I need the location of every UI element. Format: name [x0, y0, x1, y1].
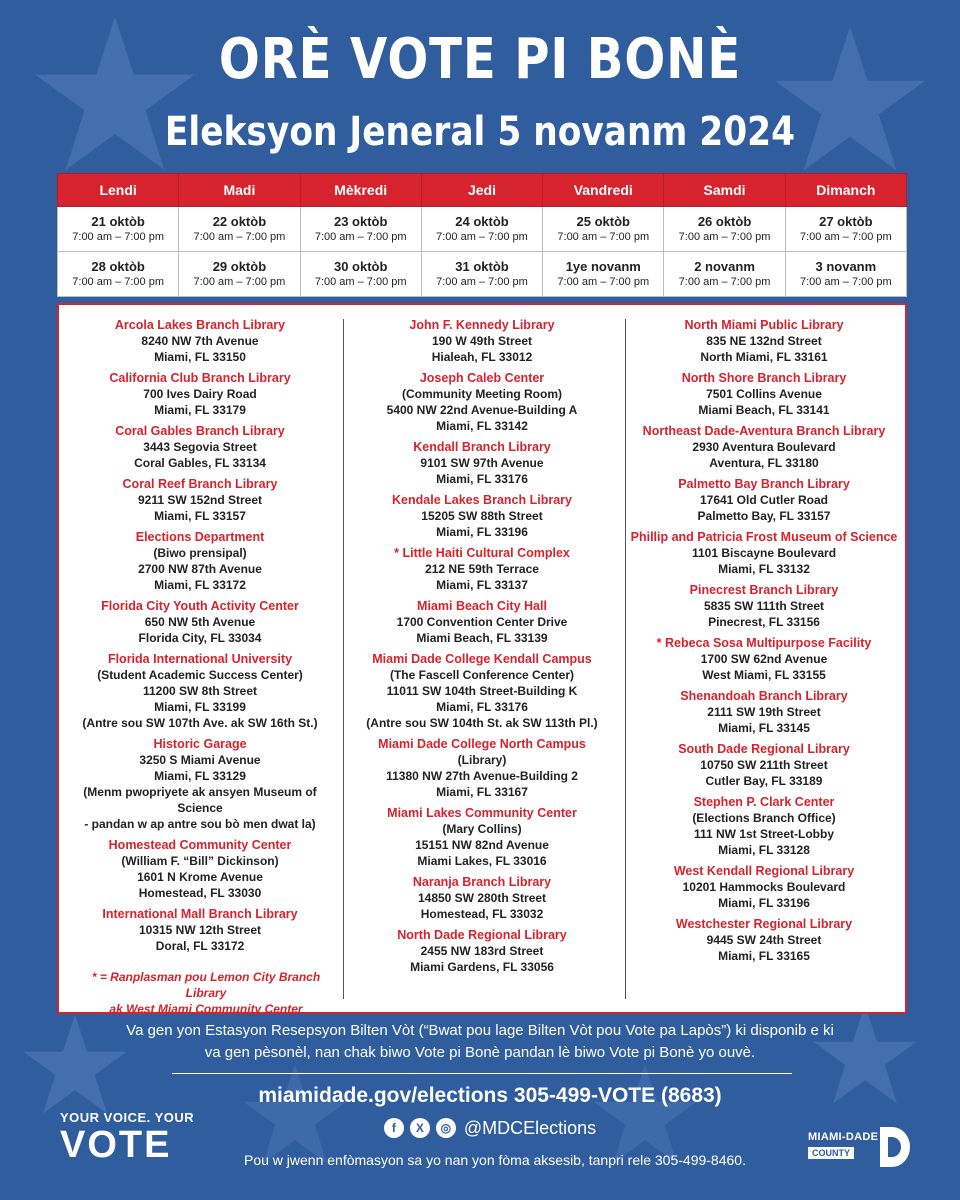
cell-date: 26 oktòb	[697, 214, 752, 229]
location-name: Arcola Lakes Branch Library	[114, 318, 286, 332]
location-address-line: (Community Meeting Room)	[402, 387, 562, 401]
your-vote-logo	[60, 1110, 210, 1165]
location-address-line: 15205 SW 88th Street	[421, 509, 543, 523]
location-entry	[623, 317, 905, 365]
location-address-line: Miami, FL 33128	[718, 843, 810, 857]
location-entry	[341, 874, 623, 922]
location-address-line: 8240 NW 7th Avenue	[141, 334, 259, 348]
county-logo-line: COUNTY	[808, 1147, 854, 1159]
location-address-line: Miami, FL 33145	[718, 721, 810, 735]
schedule-cell	[58, 207, 179, 252]
location-name: Palmetto Bay Branch Library	[678, 477, 850, 491]
location-name: Miami Beach City Hall	[417, 599, 547, 613]
day-header: Vandredi	[543, 174, 664, 207]
location-address-line: (William F. “Bill” Dickinson)	[121, 854, 279, 868]
location-entry	[59, 598, 341, 646]
location-address-line: 111 NW 1st Street-Lobby	[693, 827, 835, 841]
location-address-line: Miami, FL 33196	[718, 896, 810, 910]
cell-hours: 7:00 am – 7:00 pm	[678, 231, 771, 243]
schedule-cell	[421, 252, 542, 297]
location-entry	[623, 688, 905, 736]
location-address-line: Miami, FL 33176	[436, 700, 528, 714]
schedule-header-row	[58, 174, 907, 207]
location-address-line: 15151 NW 82nd Avenue	[415, 838, 549, 852]
instagram-icon[interactable]: ◎	[436, 1118, 456, 1138]
location-address-line: West Miami, FL 33155	[702, 668, 826, 682]
x-twitter-icon[interactable]: X	[410, 1118, 430, 1138]
location-address-line: Miami, FL 33196	[436, 525, 528, 539]
location-address-line: 3443 Segovia Street	[143, 440, 257, 454]
footer-divider	[172, 1073, 792, 1074]
location-name: * Little Haiti Cultural Complex	[394, 546, 570, 560]
cell-hours: 7:00 am – 7:00 pm	[678, 276, 771, 288]
cell-date: 29 oktòb	[212, 259, 267, 274]
location-address-line: Homestead, FL 33032	[420, 907, 544, 921]
location-name: North Dade Regional Library	[397, 928, 567, 942]
location-address-line: 2930 Aventura Boulevard	[692, 440, 836, 454]
location-entry	[623, 916, 905, 964]
facebook-icon[interactable]: f	[384, 1118, 404, 1138]
cell-date: 1ye novanm	[565, 259, 641, 274]
locations-column-3	[623, 317, 905, 969]
location-address-line: Miami, FL 33176	[436, 472, 528, 486]
location-entry	[623, 370, 905, 418]
location-address-line: Homestead, FL 33030	[138, 886, 262, 900]
cell-hours: 7:00 am – 7:00 pm	[557, 231, 650, 243]
location-name: Miami Dade College North Campus	[378, 737, 586, 751]
location-entry	[59, 837, 341, 901]
location-address-line: 700 Ives Dairy Road	[143, 387, 257, 401]
location-entry	[59, 736, 341, 832]
cell-hours: 7:00 am – 7:00 pm	[193, 276, 286, 288]
location-name: North Miami Public Library	[684, 318, 844, 332]
location-address-line: 1700 Convention Center Drive	[396, 615, 568, 629]
location-entry	[341, 805, 623, 869]
schedule-cell	[58, 252, 179, 297]
elections-url-phone[interactable]: miamidade.gov/elections 305-499-VOTE (8683)	[258, 1084, 722, 1107]
location-address-line: 1101 Biscayne Boulevard	[691, 546, 837, 560]
day-header: Madi	[179, 174, 300, 207]
cell-hours: 7:00 am – 7:00 pm	[436, 231, 528, 243]
cell-hours: 7:00 am – 7:00 pm	[799, 276, 892, 288]
location-entry	[623, 794, 905, 858]
location-address-line: (Mary Collins)	[442, 822, 522, 836]
location-address-line: Cutler Bay, FL 33189	[705, 774, 823, 788]
cell-hours: 7:00 am – 7:00 pm	[436, 276, 528, 288]
location-entry	[341, 545, 623, 593]
cell-date: 28 oktòb	[91, 259, 145, 274]
locations-column-1	[59, 317, 341, 959]
location-address-line: 1700 SW 62nd Avenue	[700, 652, 828, 666]
location-entry	[59, 529, 341, 593]
cell-date: 2 novanm	[694, 259, 755, 274]
location-address-line: 5835 SW 111th Street	[703, 599, 825, 613]
location-name: Florida City Youth Activity Center	[101, 599, 299, 613]
schedule-week-row	[58, 252, 907, 297]
location-address-line: Miami, FL 33142	[436, 419, 528, 433]
cell-date: 21 oktòb	[91, 214, 145, 229]
location-name: California Club Branch Library	[109, 371, 291, 385]
cell-hours: 7:00 am – 7:00 pm	[72, 276, 164, 288]
location-address-line: Florida City, FL 33034	[138, 631, 262, 645]
location-entry	[623, 741, 905, 789]
location-address-line: (Student Academic Success Center)	[97, 668, 303, 682]
social-handle[interactable]: @MDCElections	[463, 1117, 597, 1138]
cell-date: 27 oktòb	[819, 214, 873, 229]
location-name: Miami Lakes Community Center	[387, 806, 577, 820]
location-address-line: Miami, FL 33137	[436, 578, 528, 592]
cell-date: 25 oktòb	[576, 214, 630, 229]
location-address-line: Miami, FL 33129	[154, 769, 246, 783]
location-address-line: 650 NW 5th Avenue	[144, 615, 256, 629]
location-address-line: 11380 NW 27th Avenue-Building 2	[386, 769, 578, 783]
location-address-line: 3250 S Miami Avenue	[139, 753, 261, 767]
location-address-line: Miami, FL 33179	[154, 403, 246, 417]
location-entry	[623, 529, 905, 577]
location-address-line: (Menm pwopriyete ak ansyen Museum of Science	[83, 785, 317, 815]
location-entry	[59, 476, 341, 524]
location-address-line: Miami Lakes, FL 33016	[417, 854, 547, 868]
miami-dade-county-logo	[808, 1125, 908, 1170]
location-address-line: 1601 N Krome Avenue	[137, 870, 263, 884]
schedule-cell	[300, 252, 421, 297]
location-address-line: Miami, FL 33172	[154, 578, 246, 592]
location-name: International Mall Branch Library	[102, 907, 298, 921]
schedule-cell	[785, 207, 906, 252]
location-address-line: 9211 SW 152nd Street	[137, 493, 263, 507]
location-address-line: (Antre sou SW 104th St. ak SW 113th Pl.)	[366, 716, 598, 730]
location-entry	[341, 492, 623, 540]
day-header: Mèkredi	[300, 174, 421, 207]
cell-hours: 7:00 am – 7:00 pm	[72, 231, 164, 243]
location-address-line: 2455 NW 183rd Street	[420, 944, 544, 958]
location-entry	[59, 317, 341, 365]
location-address-line: 14850 SW 280th Street	[417, 891, 547, 905]
location-entry	[623, 582, 905, 630]
page-title: ORÈ VOTE PI BONÈ	[218, 27, 742, 92]
cell-hours: 7:00 am – 7:00 pm	[314, 231, 407, 243]
location-name: Kendall Branch Library	[413, 440, 551, 454]
info-line: Va gen yon Estasyon Resepsyon Bilten Vòt (“Bwat pou lage Bilten Vòt pou Vote pa Lapòs”) ki disponib e ki	[126, 1022, 834, 1039]
cell-hours: 7:00 am – 7:00 pm	[314, 276, 407, 288]
location-entry	[341, 736, 623, 800]
location-name: Florida International University	[107, 652, 293, 666]
accessibility-note: Pou w jwenn enfòmasyon sa yo nan yon fòma aksesib, tanpri rele 305-499-8460.	[244, 1152, 746, 1168]
location-entry	[59, 370, 341, 418]
location-address-line: Miami, FL 33150	[154, 350, 246, 364]
location-entry	[623, 423, 905, 471]
location-name: South Dade Regional Library	[678, 742, 850, 756]
location-address-line: 212 NE 59th Terrace	[425, 562, 539, 576]
location-entry	[341, 651, 623, 731]
schedule-cell	[421, 207, 542, 252]
footnote-line: * = Ranplasman pou Lemon City Branch Library	[91, 970, 321, 1000]
locations-column-2	[341, 317, 623, 980]
location-address-line: Hialeah, FL 33012	[431, 350, 533, 364]
location-address-line: Miami, FL 33199	[154, 700, 246, 714]
cell-hours: 7:00 am – 7:00 pm	[799, 231, 892, 243]
location-name: Westchester Regional Library	[675, 917, 853, 931]
location-name: Homestead Community Center	[108, 838, 292, 852]
cell-date: 31 oktòb	[455, 259, 509, 274]
location-name: John F. Kennedy Library	[409, 318, 555, 332]
location-name: Shenandoah Branch Library	[680, 689, 848, 703]
location-address-line: (Antre sou SW 107th Ave. ak SW 16th St.)	[82, 716, 318, 730]
location-address-line: 5400 NW 22nd Avenue-Building A	[386, 403, 578, 417]
location-entry	[59, 651, 341, 731]
logo-tagline: YOUR VOICE. YOUR	[60, 1110, 195, 1125]
location-address-line: (Library)	[457, 753, 507, 767]
location-address-line: Miami Beach, FL 33139	[416, 631, 548, 645]
schedule-cell	[664, 207, 785, 252]
schedule-cell	[785, 252, 906, 297]
cell-hours: 7:00 am – 7:00 pm	[557, 276, 650, 288]
location-name: Pinecrest Branch Library	[689, 583, 839, 597]
location-address-line: Coral Gables, FL 33134	[134, 456, 266, 470]
cell-date: 24 oktòb	[455, 214, 509, 229]
location-name: West Kendall Regional Library	[673, 864, 855, 878]
location-address-line: Aventura, FL 33180	[709, 456, 819, 470]
location-address-line: Miami, FL 33165	[718, 949, 810, 963]
location-name: Stephen P. Clark Center	[693, 795, 835, 809]
replacement-footnote	[71, 969, 341, 1017]
footnote-line: ak West Miami Community Center	[109, 1002, 303, 1016]
location-address-line: Miami Beach, FL 33141	[698, 403, 830, 417]
location-name: Coral Reef Branch Library	[122, 477, 278, 491]
location-name: Northeast Dade-Aventura Branch Library	[642, 424, 886, 438]
location-address-line: - pandan w ap antre sou bò men dwat la)	[84, 817, 316, 831]
schedule-cell	[179, 207, 300, 252]
location-entry	[623, 476, 905, 524]
location-name: Naranja Branch Library	[412, 875, 552, 889]
location-name: Miami Dade College Kendall Campus	[372, 652, 592, 666]
page-subtitle: Eleksyon Jeneral 5 novanm 2024	[164, 109, 796, 155]
location-entry	[623, 635, 905, 683]
schedule-cell	[179, 252, 300, 297]
location-entry	[341, 927, 623, 975]
county-logo-line: MIAMI-DADE	[808, 1131, 879, 1143]
location-name: * Rebeca Sosa Multipurpose Facility	[656, 636, 872, 650]
location-address-line: 11011 SW 104th Street-Building K	[386, 684, 578, 698]
location-address-line: 10315 NW 12th Street	[138, 923, 262, 937]
location-address-line: 2111 SW 19th Street	[707, 705, 821, 719]
location-name: Historic Garage	[153, 737, 247, 751]
info-line: va gen pèsonèl, nan chak biwo Vote pi Bonè pandan lè biwo Vote pi Bonè yo ouvè.	[204, 1044, 756, 1061]
location-address-line: 2700 NW 87th Avenue	[138, 562, 262, 576]
cell-date: 3 novanm	[815, 259, 877, 274]
location-address-line: 10750 SW 211th Street	[700, 758, 828, 772]
location-address-line: 9101 SW 97th Avenue	[420, 456, 544, 470]
location-address-line: 10201 Hammocks Boulevard	[682, 880, 846, 894]
location-name: Kendale Lakes Branch Library	[392, 493, 572, 507]
day-header: Samdi	[664, 174, 785, 207]
location-name: North Shore Branch Library	[681, 371, 847, 385]
schedule-cell	[664, 252, 785, 297]
location-entry	[341, 439, 623, 487]
location-address-line: 835 NE 132nd Street	[706, 334, 822, 348]
location-entry	[341, 317, 623, 365]
ballot-dropbox-info	[95, 1020, 865, 1064]
schedule-week-row	[58, 207, 907, 252]
location-address-line: 7501 Collins Avenue	[706, 387, 822, 401]
location-name: Joseph Caleb Center	[419, 371, 545, 385]
schedule-cell	[543, 207, 664, 252]
location-address-line: Miami Gardens, FL 33056	[410, 960, 554, 974]
location-address-line: 9445 SW 24th Street	[706, 933, 822, 947]
location-address-line: (Biwo prensipal)	[153, 546, 247, 560]
location-name: Phillip and Patricia Frost Museum of Science	[630, 530, 898, 544]
location-entry	[341, 370, 623, 434]
location-address-line: 190 W 49th Street	[431, 334, 533, 348]
location-address-line: Miami, FL 33167	[436, 785, 528, 799]
locations-box	[57, 303, 907, 1014]
logo-vote-word: VOTE	[60, 1124, 172, 1166]
day-header: Lendi	[58, 174, 179, 207]
cell-date: 23 oktòb	[333, 214, 388, 229]
location-address-line: Miami, FL 33157	[154, 509, 246, 523]
location-name: Elections Department	[135, 530, 265, 544]
location-address-line: 17641 Old Cutler Road	[699, 493, 829, 507]
location-name: Coral Gables Branch Library	[115, 424, 285, 438]
schedule-table	[57, 173, 907, 297]
location-address-line: 11200 SW 8th Street	[142, 684, 258, 698]
location-address-line: Miami, FL 33132	[718, 562, 810, 576]
location-address-line: Palmetto Bay, FL 33157	[697, 509, 831, 523]
cell-date: 30 oktòb	[333, 259, 388, 274]
location-address-line: (The Fascell Conference Center)	[389, 668, 575, 682]
location-address-line: North Miami, FL 33161	[700, 350, 828, 364]
day-header: Dimanch	[785, 174, 906, 207]
location-address-line: Pinecrest, FL 33156	[708, 615, 820, 629]
location-address-line: Doral, FL 33172	[155, 939, 245, 953]
county-d-icon	[878, 1125, 910, 1169]
location-entry	[59, 423, 341, 471]
location-entry	[59, 906, 341, 954]
location-entry	[623, 863, 905, 911]
location-address-line: (Elections Branch Office)	[692, 811, 836, 825]
day-header: Jedi	[421, 174, 542, 207]
schedule-cell	[300, 207, 421, 252]
schedule-cell	[543, 252, 664, 297]
cell-date: 22 oktòb	[212, 214, 267, 229]
cell-hours: 7:00 am – 7:00 pm	[193, 231, 286, 243]
location-entry	[341, 598, 623, 646]
